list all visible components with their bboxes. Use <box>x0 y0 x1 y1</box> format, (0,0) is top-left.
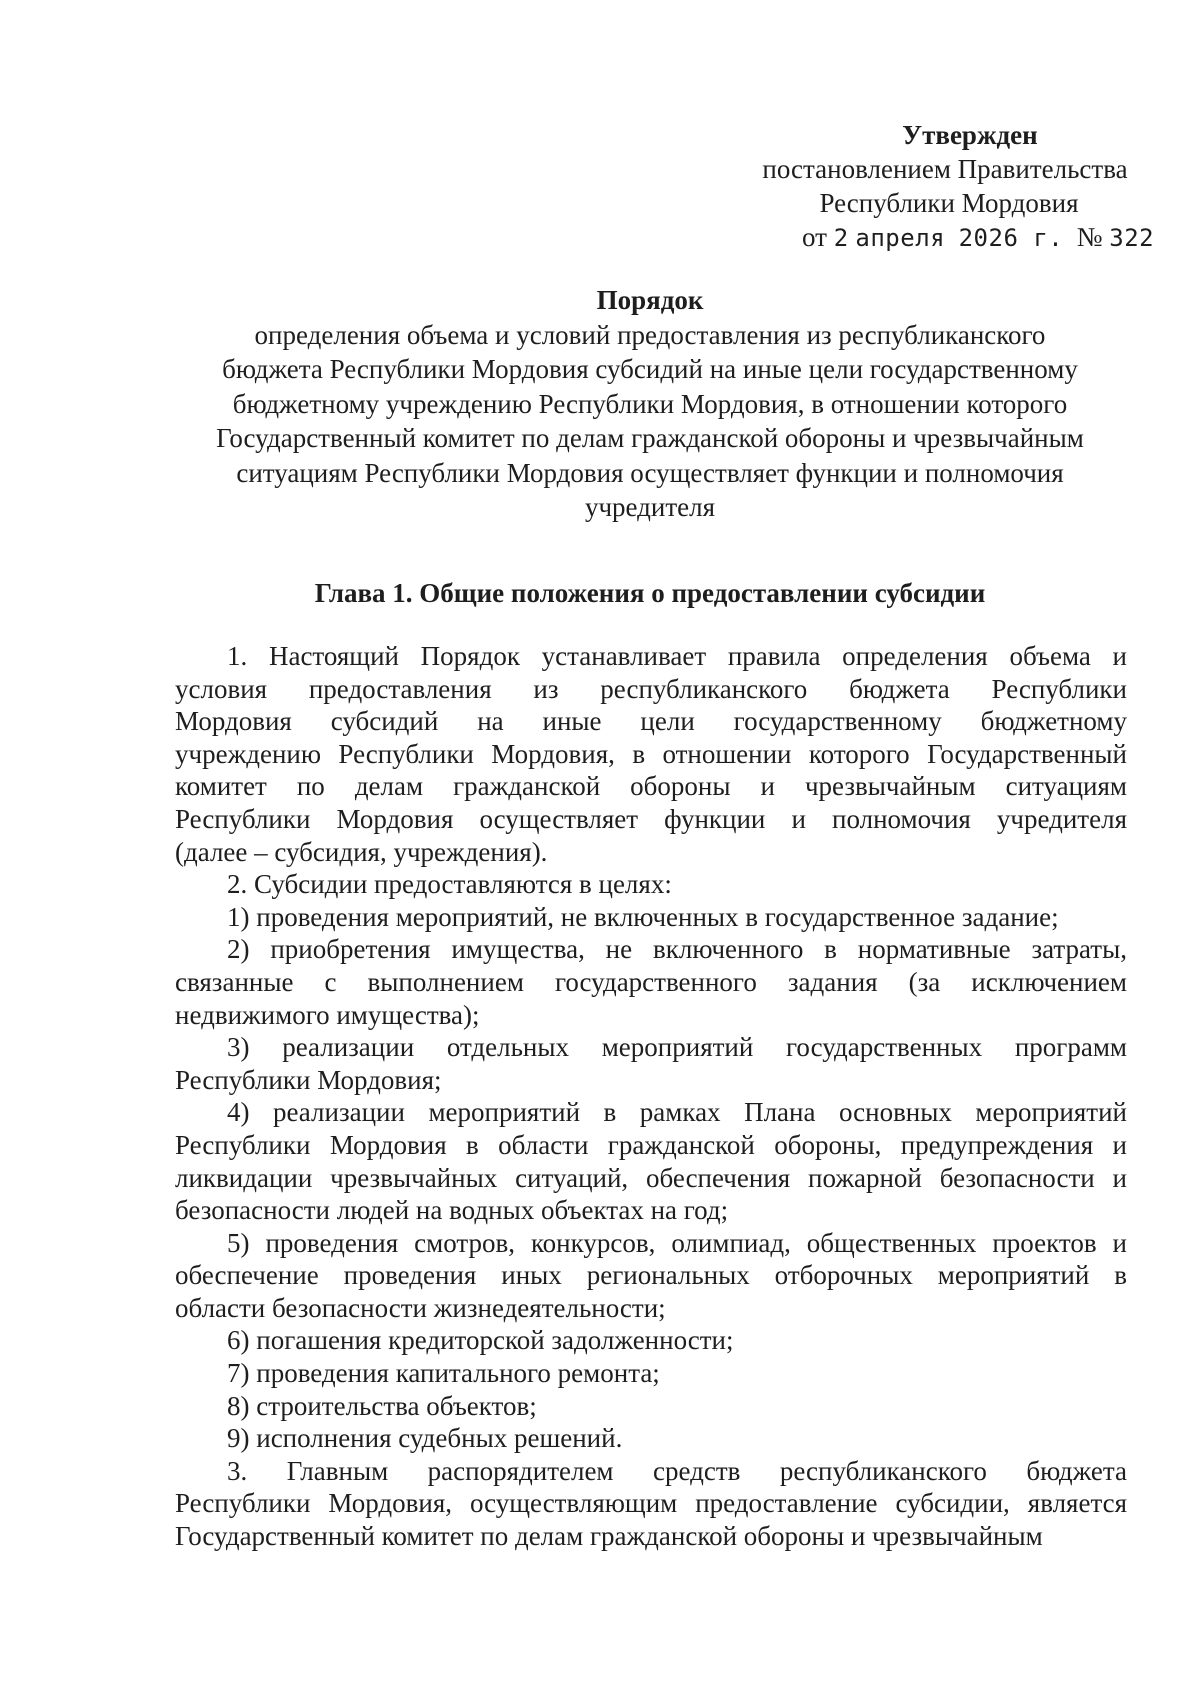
approval-stamp <box>730 118 1155 255</box>
paragraph-line: Республики Мордовия, осуществляющим предоставление субсидии, является <box>175 1488 1127 1519</box>
paragraph-line: 7) проведения капитального ремонта; <box>227 1358 660 1389</box>
date-year: 2026 г. <box>958 224 1064 252</box>
paragraph-line: 5) проведения смотров, конкурсов, олимпиад, общественных проектов и <box>227 1227 1127 1258</box>
paragraph <box>175 933 1127 1031</box>
paragraph-line: учреждению Республики Мордовия, в отношении которого Государственный <box>175 738 1127 769</box>
subtitle-line: бюджета Республики Мордовия субсидий на иные цели государственному <box>222 354 1078 384</box>
paragraph-line: 9) исполнения судебных решений. <box>227 1423 623 1454</box>
paragraph <box>175 868 1127 901</box>
paragraph <box>175 1422 1127 1455</box>
paragraph-line: 1. Настоящий Порядок устанавливает правила определения объема и <box>227 641 1127 671</box>
document-body <box>175 640 1127 1553</box>
paragraph <box>175 901 1127 934</box>
date-month: апреля <box>855 224 946 252</box>
paragraph <box>175 1455 1127 1553</box>
approval-date-line <box>730 220 1155 255</box>
paragraph-line: (далее – субсидия, учреждения). <box>175 836 548 867</box>
paragraph-line: области безопасности жизнедеятельности; <box>175 1292 666 1323</box>
paragraph-line: 4) реализации мероприятий в рамках Плана основных мероприятий <box>227 1097 1127 1128</box>
paragraph-line: недвижимого имущества); <box>175 999 480 1030</box>
paragraph-line: безопасности людей на водных объектах на год; <box>175 1195 729 1226</box>
paragraph-line: 8) строительства объектов; <box>227 1390 537 1421</box>
subtitle-line: ситуациям Республики Мордовия осуществляет функции и полномочия <box>236 457 1064 488</box>
date-day: 2 <box>833 224 849 252</box>
paragraph <box>175 1096 1127 1226</box>
paragraph-line: 3. Главным распорядителем средств республиканского бюджета <box>227 1455 1127 1486</box>
subtitle-line: учредителя <box>584 492 716 522</box>
paragraph <box>175 1227 1127 1325</box>
paragraph-line: комитет по делам гражданской обороны и чрезвычайным ситуациям <box>175 771 1127 802</box>
document-title-block <box>170 283 1130 525</box>
paragraph-line: ликвидации чрезвычайных ситуаций, обеспечения пожарной безопасности и <box>175 1162 1127 1193</box>
document-title: Порядок <box>596 285 704 315</box>
approval-line-1: постановлением Правительства <box>762 154 1128 184</box>
paragraph-line: обеспечение проведения иных региональных отборочных мероприятий в <box>175 1260 1127 1291</box>
paragraph-line: 2. Субсидии предоставляются в целях: <box>227 869 672 900</box>
subtitle-line: бюджетному учреждению Республики Мордовия, в отношении которого <box>232 388 1068 419</box>
paragraph-line: условия предоставления из республиканского бюджета Республики <box>175 673 1127 704</box>
paragraph-line: связанные с выполнением государственного задания (за исключением <box>175 966 1127 997</box>
subtitle-line: Государственный комитет по делам гражданской обороны и чрезвычайным <box>216 423 1084 453</box>
subtitle-line: определения объема и условий предоставления из республиканского <box>254 319 1046 350</box>
paragraph <box>175 1357 1127 1390</box>
chapter-title: Глава 1. Общие положения о предоставлении субсидии <box>314 578 986 608</box>
paragraph-line: 3) реализации отдельных мероприятий государственных программ <box>227 1032 1127 1063</box>
date-prefix: от <box>802 222 827 252</box>
paragraph <box>175 640 1127 868</box>
paragraph-line: Мордовия субсидий на иные цели государственному бюджетному <box>175 706 1127 737</box>
paragraph <box>175 1031 1127 1096</box>
paragraph-line: Республики Мордовия осуществляет функции и полномочия учредителя <box>175 803 1127 834</box>
paragraph <box>175 1324 1127 1357</box>
paragraph-line: 2) приобретения имущества, не включенного в нормативные затраты, <box>227 934 1127 965</box>
paragraph-line: 1) проведения мероприятий, не включенных в государственное задание; <box>227 901 1059 932</box>
paragraph-line: Республики Мордовия; <box>175 1064 442 1095</box>
approval-heading: Утвержден <box>902 120 1038 150</box>
decree-number: 322 <box>1109 224 1155 252</box>
paragraph-line: Республики Мордовия в области гражданской обороны, предупреждения и <box>175 1129 1127 1160</box>
approval-line-2: Республики Мордовия <box>819 188 1079 218</box>
number-sign: № <box>1076 222 1103 252</box>
paragraph-line: 6) погашения кредиторской задолженности; <box>227 1325 734 1356</box>
paragraph-line: Государственный комитет по делам гражданской обороны и чрезвычайным <box>175 1521 1043 1552</box>
paragraph <box>175 1390 1127 1423</box>
